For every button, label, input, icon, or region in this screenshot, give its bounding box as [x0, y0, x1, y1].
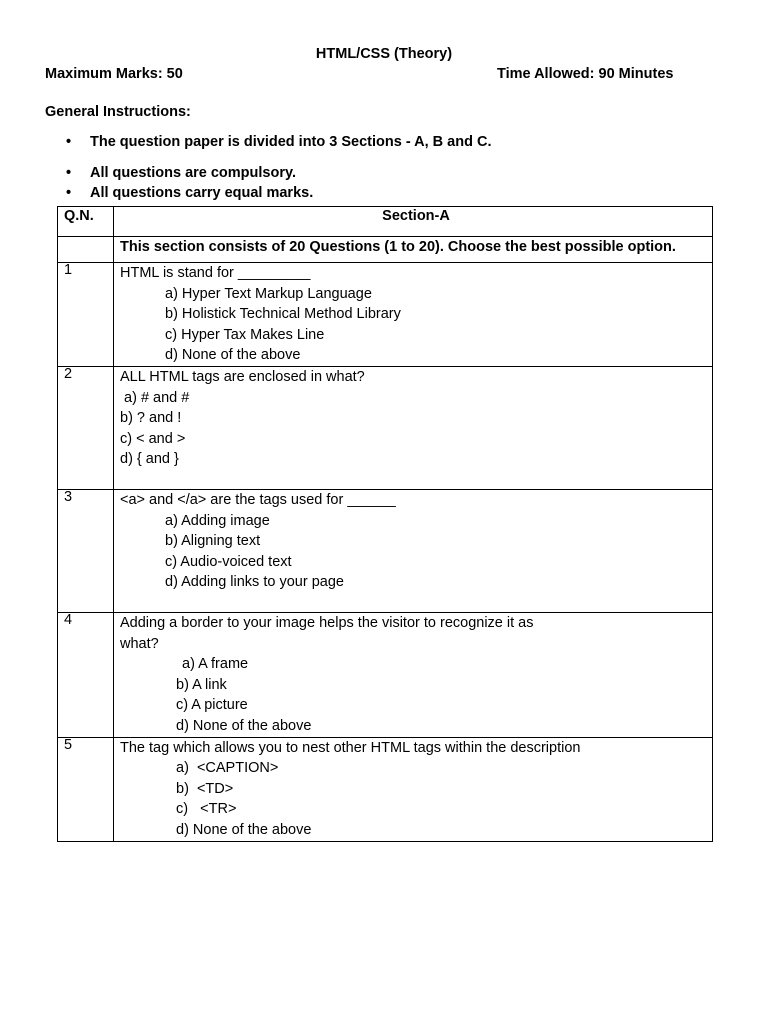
question-text: Adding a border to your image helps the visitor to recognize it as [120, 614, 534, 631]
bullet-icon: • [66, 185, 72, 201]
option: d) Adding links to your page [165, 574, 344, 591]
question-cell [114, 737, 713, 841]
instruction-text: All questions are compulsory. [90, 165, 297, 181]
table-row [58, 612, 713, 737]
maximum-marks: Maximum Marks: 50 [45, 66, 183, 82]
option: a) Adding image [165, 512, 270, 529]
question-cell [114, 612, 713, 737]
question-table [57, 206, 713, 842]
question-cell [114, 489, 713, 612]
bullet-icon: • [66, 134, 72, 150]
question-text: what? [120, 635, 159, 652]
option: c) Audio-voiced text [165, 553, 292, 570]
instruction-text: The question paper is divided into 3 Sections - A, B and C. [90, 134, 492, 150]
option: b) ? and ! [120, 410, 182, 427]
option: d) None of the above [176, 821, 312, 838]
option: c) Hyper Tax Makes Line [165, 326, 325, 343]
time-allowed: Time Allowed: 90 Minutes [497, 66, 674, 82]
instruction-text: All questions carry equal marks. [90, 185, 314, 201]
question-number: 1 [64, 262, 73, 278]
paper-title: HTML/CSS (Theory) [315, 46, 453, 62]
question-number: 5 [64, 736, 73, 753]
question-number-cell [58, 263, 114, 367]
table-row [58, 737, 713, 841]
section-note-row [58, 237, 713, 263]
option: d) { and } [120, 451, 179, 468]
question-text: ALL HTML tags are enclosed in what? [120, 368, 365, 385]
option: d) None of the above [176, 717, 312, 734]
option: b) Aligning text [165, 533, 261, 550]
option: b) <TD> [176, 780, 234, 797]
question-number: 3 [64, 488, 73, 505]
option: b) A link [176, 676, 227, 693]
section-note-cell [114, 237, 713, 263]
question-number: 4 [64, 611, 73, 628]
question-text: HTML is stand for _________ [120, 265, 311, 281]
section-note: This section consists of 20 Questions (1 to 20). Choose the best possible option. [120, 239, 676, 255]
bullet-icon: • [66, 165, 72, 181]
section-header-cell [114, 207, 713, 237]
question-cell [114, 263, 713, 367]
table-row [58, 489, 713, 612]
question-text: The tag which allows you to nest other HTML tags within the description [120, 739, 581, 756]
option: c) < and > [120, 430, 186, 447]
option: c) <TR> [176, 801, 237, 818]
table-row [58, 263, 713, 367]
question-number-cell [58, 737, 114, 841]
question-cell [114, 366, 713, 489]
question-text: <a> and </a> are the tags used for ______ [120, 491, 396, 508]
option: b) Holistick Technical Method Library [165, 306, 401, 323]
option: c) A picture [176, 697, 248, 714]
question-number-cell [58, 489, 114, 612]
option: a) A frame [182, 656, 249, 673]
option: a) # and # [120, 389, 190, 406]
question-number: 2 [64, 365, 73, 382]
qn-header: Q.N. [64, 208, 94, 224]
option: d) None of the above [165, 347, 301, 364]
section-title: Section-A [382, 208, 450, 224]
option: a) <CAPTION> [176, 760, 279, 777]
instructions-heading: General Instructions: [45, 104, 191, 120]
question-number-cell [58, 612, 114, 737]
table-row [58, 366, 713, 489]
empty-cell [58, 237, 114, 263]
option: a) Hyper Text Markup Language [165, 285, 372, 302]
qn-header-cell [58, 207, 114, 237]
question-number-cell [58, 366, 114, 489]
table-header-row [58, 207, 713, 237]
